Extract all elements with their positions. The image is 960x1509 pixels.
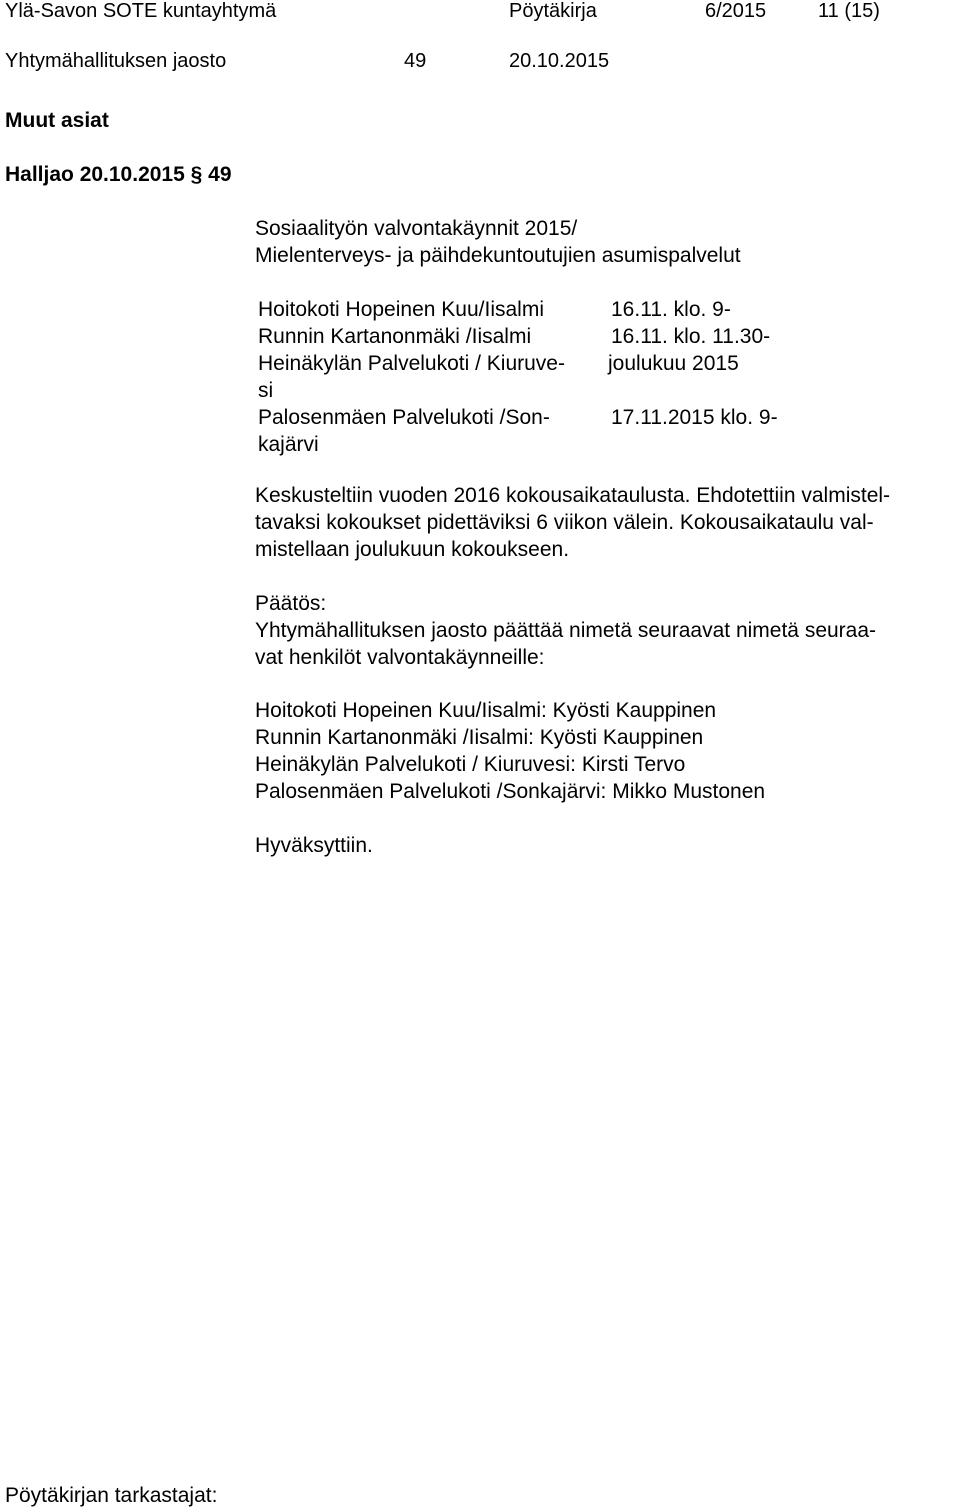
header-body: Yhtymähallituksen jaosto: [5, 50, 227, 72]
visit-place: si: [258, 379, 274, 402]
section-title: Muut asiat: [5, 109, 109, 132]
visit-date: 17.11.2015 klo. 9-: [611, 406, 778, 429]
header-date: 20.10.2015: [509, 50, 610, 72]
subject-line-1: Sosiaalityön valvontakäynnit 2015/: [255, 217, 578, 240]
discussion-line: Keskusteltiin vuoden 2016 kokousaikataulusta. Ehdotettiin valmistel-: [255, 484, 891, 507]
visit-date: joulukuu 2015: [608, 352, 739, 375]
visit-place: kajärvi: [258, 433, 319, 456]
decision-result: Hyväksyttiin.: [255, 834, 373, 857]
footer-checkers-label: Pöytäkirjan tarkastajat:: [5, 1484, 218, 1507]
header-organization: Ylä-Savon SOTE kuntayhtymä: [5, 0, 277, 22]
visit-place: Hoitokoti Hopeinen Kuu/Iisalmi: [258, 298, 544, 321]
visit-date: 16.11. klo. 11.30-: [611, 325, 771, 348]
subject-line-2: Mielenterveys- ja päihdekuntoutujien asumispalvelut: [255, 244, 741, 267]
appointment-line: Heinäkylän Palvelukoti / Kiuruvesi: Kirsti Tervo: [255, 753, 686, 776]
appointment-line: Hoitokoti Hopeinen Kuu/Iisalmi: Kyösti Kauppinen: [255, 699, 717, 722]
discussion-line: tavaksi kokoukset pidettäviksi 6 viikon välein. Kokousaikataulu val-: [255, 511, 874, 534]
item-heading-prefix: Halljao 20.10.2015: [5, 163, 185, 186]
appointment-line: Palosenmäen Palvelukoti /Sonkajärvi: Mikko Mustonen: [255, 780, 766, 803]
visit-place: Heinäkylän Palvelukoti / Kiuruve-: [258, 352, 565, 375]
section-sign: §: [190, 163, 203, 186]
decision-label: Päätös:: [255, 592, 327, 615]
item-heading: [5, 161, 232, 188]
header-doc-type: Pöytäkirja: [509, 0, 597, 22]
decision-line: vat henkilöt valvontakäynneille:: [255, 646, 545, 669]
decision-line: Yhtymähallituksen jaosto päättää nimetä seuraavat nimetä seuraa-: [255, 619, 877, 642]
header-doc-number: 6/2015: [705, 0, 767, 22]
visit-place: Palosenmäen Palvelukoti /Son-: [258, 406, 550, 429]
visit-date: 16.11. klo. 9-: [611, 298, 731, 321]
visit-place: Runnin Kartanonmäki /Iisalmi: [258, 325, 532, 348]
header-section-number: 49: [404, 50, 427, 72]
appointment-line: Runnin Kartanonmäki /Iisalmi: Kyösti Kauppinen: [255, 726, 704, 749]
discussion-line: mistellaan joulukuun kokoukseen.: [255, 538, 570, 561]
item-heading-number: 49: [208, 163, 232, 186]
header-page-count: 11 (15): [818, 0, 880, 22]
